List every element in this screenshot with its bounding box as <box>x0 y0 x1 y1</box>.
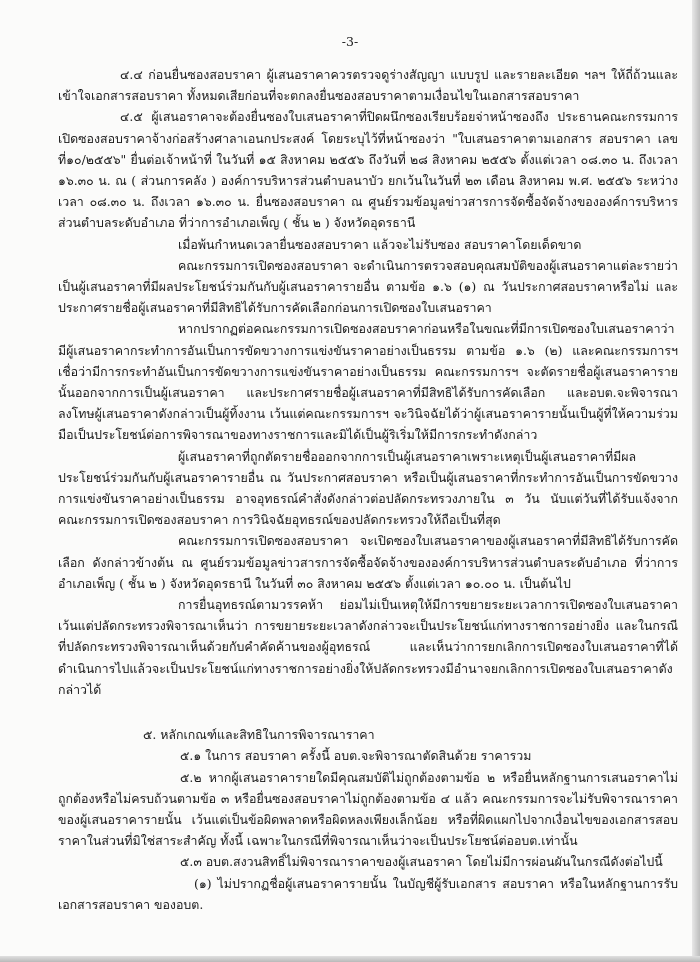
clause-4-4: ๔.๔ ก่อนยื่นซองสอบราคา ผู้เสนอราคาควรตรวจดูร่างสัญญา แบบรูป และรายละเอียด ฯลฯ ให้ถี่ถ้วนและ เข้าใจเอกสารสอบราคา ทั้งหมดเสียก่อนที่จะตกลงยื่นซองสอบราคาตามเงื่อนไขในเอกสารสอบราคา <box>58 67 678 104</box>
section-5-heading: ๕. หลักเกณฑ์และสิทธิในการพิจารณาราคา <box>143 727 375 743</box>
clause-5-1: ๕.๑ ในการ สอบราคา ครั้งนี้ อบต.จะพิจารณาตัดสินด้วย ราคารวม <box>180 748 532 764</box>
committee-paragraph: คณะกรรมการเปิดซองสอบราคา จะดำเนินการตรวจสอบคุณสมบัติของผู้เสนอราคาแต่ละรายว่า เป็นผู้เสนอราคาที่มีผลประโยชน์ร่วมกันกับผู้เสนอราคารายอื่น ตามข้อ ๑.๖ (๑) ณ วันประกาศสอบราคาหรือไม่ และประกาศรายชื่อผู้เสนอราคาที่มีสิทธิได้รับการคัดเลือกก่อนการเปิดซองใบเสนอราคา <box>58 257 678 316</box>
page-bottom-shadow <box>0 956 700 962</box>
clause-5-2: ๕.๒ หากผู้เสนอราคารายใดมีคุณสมบัติไม่ถูกต้องตามข้อ ๒ หรือยื่นหลักฐานการเสนอราคาไม่ถูกต้องหรือไม่ครบถ้วนตามข้อ ๓ หรือยื่นซองสอบราคาไม่ถูกต้องตามข้อ ๔ แล้ว คณะกรรมการจะไม่รับพิจารณาราคาของผู้เสนอราคารายนั้น เว้นแต่เป็นข้อผิดพลาดหรือผิดหลงเพียงเล็กน้อย หรือที่ผิดแผกไปจากเงื่อนไขของเอกสารสอบราคาในส่วนที่มิใช่สาระสำคัญ ทั้งนี้ เฉพาะในกรณีที่พิจารณาเห็นว่าจะเป็นประโยชน์ต่ออบต.เท่านั้น <box>58 769 678 849</box>
page-number: -3- <box>341 34 359 49</box>
clause-5-3-1: (๑) ไม่ปรากฏชื่อผู้เสนอราคารายนั้น ในบัญชีผู้รับเอกสาร สอบราคา หรือในหลักฐานการรับเอกสารสอบราคา ของอบต. <box>58 875 678 912</box>
bid-opening-paragraph: คณะกรรมการเปิดซองสอบราคา จะเปิดซองใบเสนอราคาของผู้เสนอราคาที่มีสิทธิได้รับการคัดเลือก ดังกล่าวข้างต้น ณ ศูนย์รวมข้อมูลข่าวสารการจัดซื้อจัดจ้างขององค์การบริหารส่วนตำบลระดับอำเภอ ที่ว่าการอำเภอเพ็ญ ( ชั้น ๒ ) จังหวัดอุดรธานี ในวันที่ ๓๐ สิงหาคม ๒๕๕๖ ตั้งแต่เวลา ๑๐.๐๐ น. เป็นต้นไป <box>58 533 678 591</box>
page-edge-shadow <box>692 0 700 962</box>
extension-paragraph: การยื่นอุทธรณ์ตามวรรคห้า ย่อมไม่เป็นเหตุให้มีการขยายระยะเวลาการเปิดซองใบเสนอราคา เว้นแต่ปลัดกระทรวงพิจารณาเห็นว่า การขยายระยะเวลาดังกล่าวจะเป็นประโยชน์แก่ทางราชการอย่างยิ่ง และในกรณีที่ปลัดกระทรวงพิจารณาเห็นด้วยกับคำคัดค้านของผู้อุทธรณ์ และเห็นว่าการยกเลิกการเปิดซองใบเสนอราคาที่ได้ดำเนินการไปแล้วจะเป็นประโยชน์แก่ทางราชการอย่างยิ่งให้ปลัดกระทรวงมีอำนาจยกเลิกการเปิดซองใบเสนอราคาดังกล่าวได้ <box>58 597 678 697</box>
unfair-competition-paragraph: หากปรากฏต่อคณะกรรมการเปิดซองสอบราคาก่อนหรือในขณะที่มีการเปิดซองใบเสนอราคาว่า มีผู้เสนอราคากระทำการอันเป็นการขัดขวางการแข่งขันราคาอย่างเป็นธรรม ตามข้อ ๑.๖ (๒) และคณะกรรมการฯ เชื่อว่ามีการกระทำอันเป็นการขัดขวางการแข่งขันราคาอย่างเป็นธรรม คณะกรรมการฯ จะตัดรายชื่อผู้เสนอราคารายนั้นออกจากการเป็นผู้เสนอราคา และประกาศรายชื่อผู้เสนอราคาที่มีสิทธิได้รับการคัดเลือก และอบต.จะพิจารณาลงโทษผู้เสนอราคาดังกล่าวเป็นผู้ทิ้งงาน เว้นแต่คณะกรรมการฯ จะวินิจฉัยได้ว่าผู้เสนอราคารายนั้นเป็นผู้ที่ให้ความร่วมมือเป็นประโยชน์ต่อการพิจารณาของทางราชการและมิได้เป็นผู้ริเริ่มให้มีการกระทำดังกล่าว <box>58 321 678 443</box>
document-body <box>58 64 678 915</box>
clause-4-5: ๔.๕ ผู้เสนอราคาจะต้องยื่นซองใบเสนอราคาที่ปิดผนึกซองเรียบร้อยจ่าหน้าซองถึง ประธานคณะกรรมการเปิดซองสอบราคาจ้างก่อสร้างศาลาเอนกประสงค์ โดยระบุไว้ที่หน้าซองว่า "ใบเสนอราคาตามเอกสาร สอบราคา เลขที่๑๐/๒๕๕๖" ยื่นต่อเจ้าหน้าที่ ในวันที่ ๑๕ สิงหาคม ๒๕๕๖ ถึงวันที่ ๒๘ สิงหาคม ๒๕๕๖ ตั้งแต่เวลา ๐๘.๓๐ น. ถึงเวลา ๑๖.๓๐ น. ณ ( ส่วนการคลัง ) องค์การบริหารส่วนตำบลนาบัว ยกเว้นในวันที่ ๒๓ เดือน สิงหาคม พ.ศ. ๒๕๕๖ ระหว่างเวลา ๐๘.๓๐ น. ถึงเวลา ๑๖.๓๐ น. ยื่นซองสอบราคา ณ ศูนย์รวมข้อมูลข่าวสารการจัดซื้อจัดจ้างขององค์การบริหารส่วนตำบลระดับอำเภอ ที่ว่าการอำเภอเพ็ญ ( ชั้น ๒ ) จังหวัดอุดรธานี <box>58 109 678 231</box>
clause-5-3: ๕.๓ อบต.สงวนสิทธิ์ไม่พิจารณาราคาของผู้เสนอราคา โดยไม่มีการผ่อนผันในกรณีดังต่อไปนี้ <box>180 854 663 870</box>
appeal-paragraph: ผู้เสนอราคาที่ถูกตัดรายชื่อออกจากการเป็นผู้เสนอราคาเพราะเหตุเป็นผู้เสนอราคาที่มีผลประโยชน์ร่วมกันกับผู้เสนอราคารายอื่น ณ วันประกาศสอบราคา หรือเป็นผู้เสนอราคาที่กระทำการอันเป็นการขัดขวางการแข่งขันราคาอย่างเป็นธรรม อาจอุทธรณ์คำสั่งดังกล่าวต่อปลัดกระทรวงภายใน ๓ วัน นับแต่วันที่ได้รับแจ้งจากคณะกรรมการเปิดซองสอบราคา การวินิจฉัยอุทธรณ์ของปลัดกระทรวงให้ถือเป็นที่สุด <box>58 448 678 528</box>
deadline-paragraph: เมื่อพ้นกำหนดเวลายื่นซองสอบราคา แล้วจะไม่รับซอง สอบราคาโดยเด็ดขาด <box>178 236 582 252</box>
section-spacer <box>58 700 678 724</box>
